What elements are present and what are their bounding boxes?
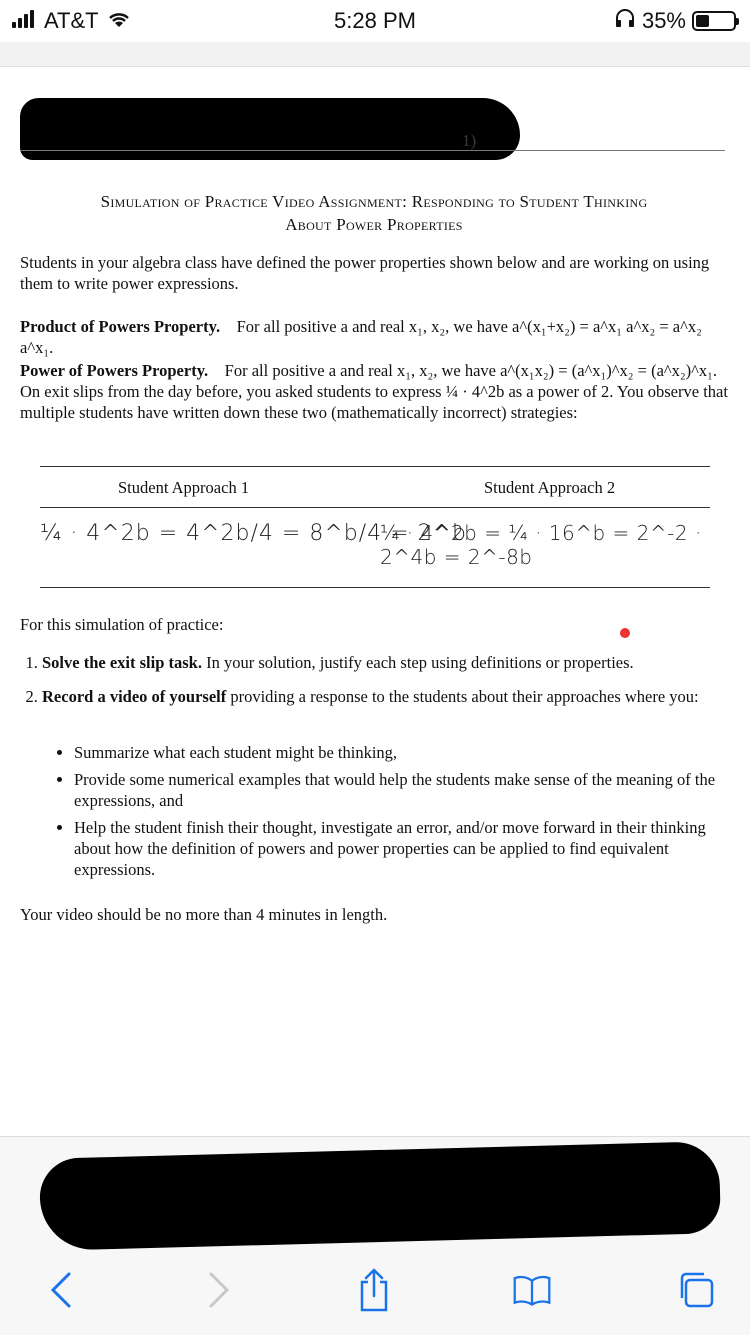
task-1-text: In your solution, justify each step using definitions or properties. bbox=[201, 653, 634, 672]
task-2-text: providing a response to the students about their approaches where you: bbox=[226, 687, 699, 706]
task-list bbox=[20, 652, 750, 720]
task-item bbox=[42, 686, 750, 707]
table-header-row bbox=[40, 467, 710, 508]
bullet-list bbox=[56, 742, 742, 886]
list-item: • Provide some numerical examples that would help the students make sense of the meaning of the expressions, and bbox=[74, 769, 742, 811]
list-item: • Summarize what each student might be thinking, bbox=[74, 742, 742, 763]
product-text: For all positive a and real x₁, x₂, we have a^(x₁+x₂) = a^x₁ a^x₂ = a^x₂ a^x₁. bbox=[20, 317, 702, 357]
power-property bbox=[20, 360, 728, 423]
redacted-url-bar bbox=[39, 1141, 721, 1251]
document-title bbox=[20, 190, 728, 236]
carrier-label: AT&T bbox=[44, 8, 99, 33]
approaches-table bbox=[40, 466, 710, 588]
tabs-icon[interactable] bbox=[676, 1270, 716, 1310]
browser-top-strip bbox=[0, 42, 750, 67]
task-1-bold: Solve the exit slip task. bbox=[42, 653, 202, 672]
approach-2-work: ¼ · 4^2b = ¼ · 16^b = 2^-2 · 2^4b = 2^-8b bbox=[380, 521, 702, 569]
red-dot-marker bbox=[620, 628, 630, 638]
battery-icon bbox=[692, 11, 736, 31]
power-label: Power of Powers Property. bbox=[20, 361, 209, 380]
back-icon[interactable] bbox=[40, 1270, 80, 1310]
title-line-2: About Power Properties bbox=[285, 215, 463, 234]
product-property bbox=[20, 316, 728, 358]
clock: 5:28 PM bbox=[334, 8, 416, 33]
practice-intro: For this simulation of practice: bbox=[20, 615, 224, 634]
power-text: For all positive a and real x₁, x₂, we have a^(x₁x₂) = (a^x₁)^x₂ = (a^x₂)^x₁. bbox=[224, 361, 717, 380]
forward-icon[interactable] bbox=[200, 1270, 240, 1310]
closing-note: Your video should be no more than 4 minutes in length. bbox=[20, 905, 388, 924]
task-2-bold: Record a video of yourself bbox=[42, 687, 227, 706]
approach-2-header: Student Approach 2 bbox=[484, 478, 616, 497]
battery-percent: 35% bbox=[641, 8, 686, 33]
header-fragment: 1) bbox=[462, 131, 477, 150]
bookmarks-icon[interactable] bbox=[512, 1270, 552, 1310]
headphones-icon bbox=[614, 8, 636, 34]
product-label: Product of Powers Property. bbox=[20, 317, 221, 336]
approach-1-header: Student Approach 1 bbox=[118, 478, 250, 497]
list-item: • Help the student finish their thought, investigate an error, and/or move forward in their thinking about how the definition of powers and power properties can be applied to find equivalent expressions. bbox=[74, 817, 742, 880]
share-icon[interactable] bbox=[354, 1270, 394, 1310]
approach-1-work: ¼ · 4^2b = 4^2b/4 = 8^b/4 = 2^b bbox=[40, 521, 467, 546]
intro-paragraph: Students in your algebra class have defined the power properties shown below and are working on using them to write power expressions. bbox=[20, 253, 710, 293]
header-rule bbox=[20, 150, 725, 151]
task-item bbox=[42, 652, 750, 673]
title-line-1: Simulation of Practice Video Assignment: Responding to Student Thinking bbox=[100, 192, 648, 211]
status-bar bbox=[0, 0, 750, 42]
exit-slip-text: On exit slips from the day before, you asked students to express ¼ · 4^2b as a power of 2. You observe that multiple students have written down these two (mathematically incorrect) strategies: bbox=[20, 382, 728, 422]
